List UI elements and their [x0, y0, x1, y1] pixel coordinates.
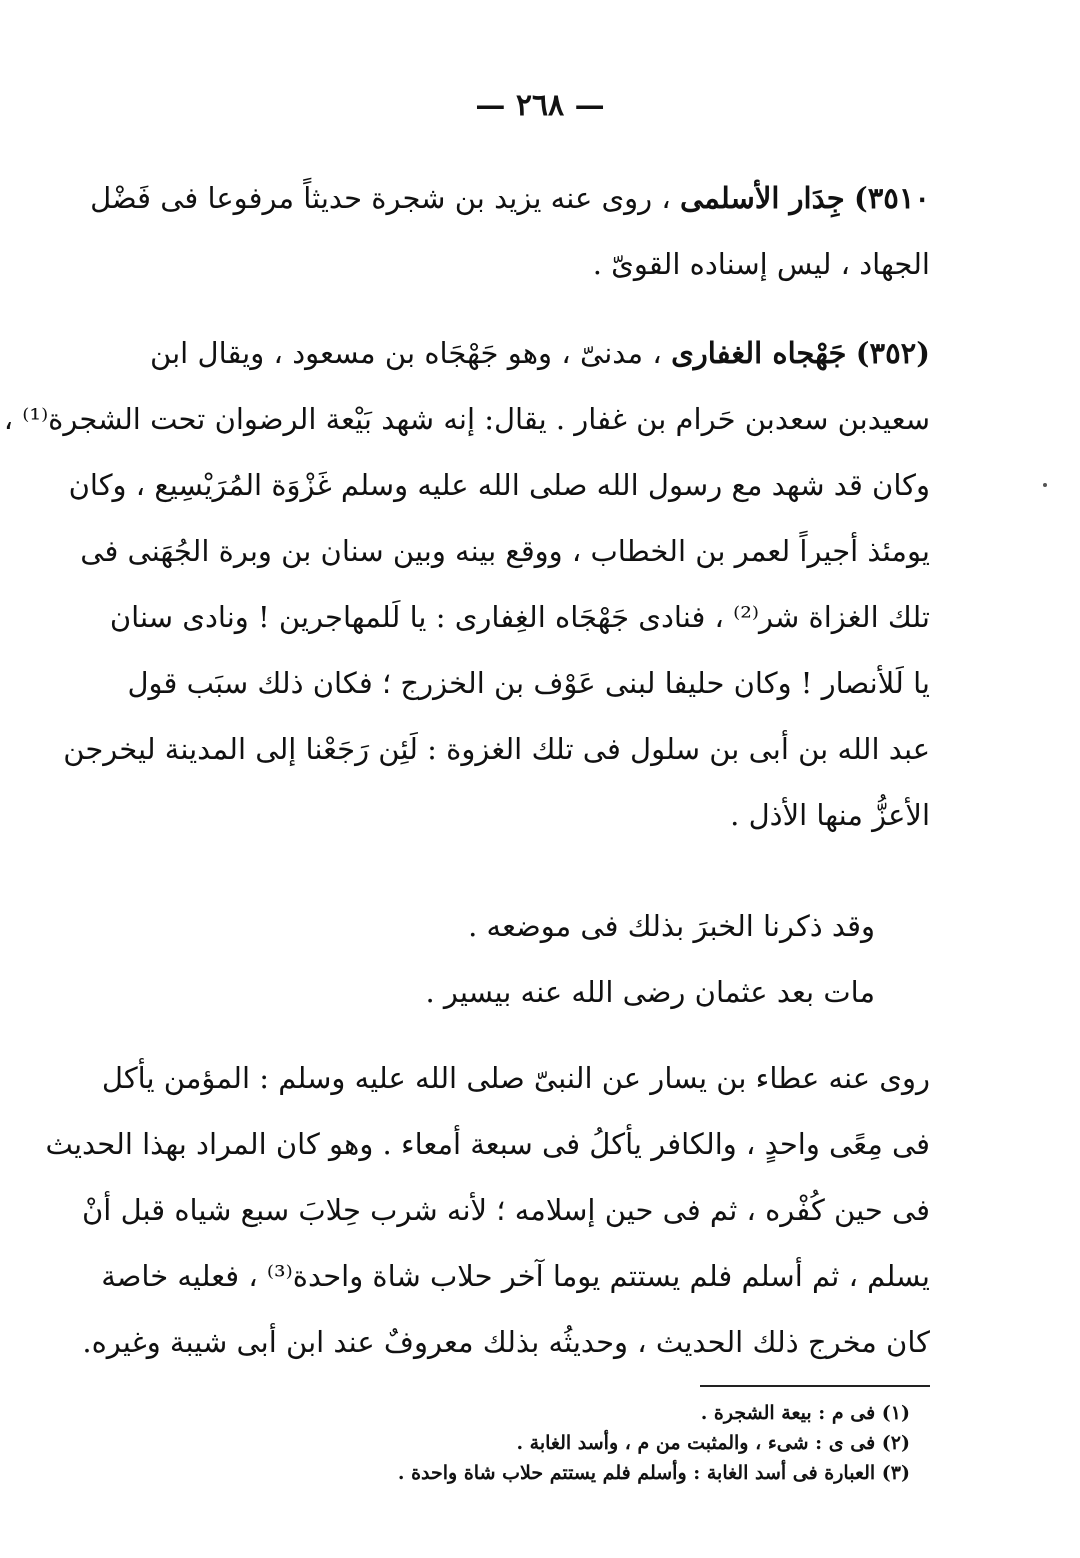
entry-line: الأعزُّ منها الأذل . — [730, 798, 930, 832]
footnotes — [150, 1398, 910, 1488]
note-line: مات بعد عثمان رضى الله عنه بيسير . — [425, 975, 875, 1009]
entry-number: ٣٥١٠) — [853, 181, 930, 215]
entry-line: يسلم ، ثم أسلم فلم يستتم يوما آخر حلاب شاة واحدة⁽³⁾ ، فعليه خاصة — [101, 1259, 930, 1293]
entry-line: فى مِعًى واحدٍ ، والكافر يأكلُ فى سبعة أمعاء . وهو كان المراد بهذا الحديث — [45, 1127, 930, 1161]
entry-line: روى عنه عطاء بن يسار عن النبىّ صلى الله عليه وسلم : المؤمن يأكل — [101, 1061, 930, 1095]
entry-line: سعيدبن سعدبن حَرام بن غفار . يقال: إنه شهد بَيْعة الرضوان تحت الشجرة⁽¹⁾ ، — [3, 402, 930, 436]
page-number: — ٢٦٨ — — [475, 88, 605, 123]
entry-line: وكان قد شهد مع رسول الله صلى الله عليه وسلم غَزْوَة المُرَيْسِيع ، وكان — [68, 468, 930, 502]
entry-line: يا لَلأنصار ! وكان حليفا لبنى عَوْف بن الخزرج ؛ فكان ذلك سبَب قول — [127, 666, 930, 700]
entry-number: (٣٥٢) — [855, 336, 930, 370]
entry-351 — [90, 165, 930, 297]
entry-line: عبد الله بن أبى بن سلول فى تلك الغزوة : لَئِن رَجَعْنا إلى المدينة ليخرجن — [63, 732, 930, 766]
scan-speck — [1043, 483, 1047, 487]
entry-line: الجهاد ، ليس إسناده القوىّ . — [592, 247, 930, 281]
entry-name: جَهْجاه الغفارى — [671, 336, 847, 370]
entry-name: جِدَار الأسلمى — [679, 181, 845, 215]
entry-text: ، روى عنه يزيد بن شجرة حديثاً مرفوعا فى فَضْل — [90, 181, 671, 215]
footnote: (٣) العبارة فى أسد الغابة : وأسلم فلم يستتم حلاب شاة واحدة . — [397, 1462, 910, 1484]
entry-paragraph — [45, 1045, 930, 1375]
entry-line — [90, 165, 930, 231]
entry-line: كان مخرج ذلك الحديث ، وحديثُه بذلك معروفٌ عند ابن أبى شيبة وغيره. — [82, 1325, 930, 1359]
entry-352 — [3, 320, 930, 848]
note-line: وقد ذكرنا الخبرَ بذلك فى موضعه . — [468, 909, 875, 943]
entry-line: فى حين كُفْره ، ثم فى حين إسلامه ؛ لأنه شرب حِلابَ سبع شياه قبل أنْ — [82, 1193, 930, 1227]
entry-line: تلك الغزاة شر⁽²⁾ ، فنادى جَهْجَاه الغِفارى : يا لَلمهاجرين ! ونادى سنان — [109, 600, 930, 634]
footnote: (١) فى م : بيعة الشجرة . — [700, 1402, 910, 1424]
entry-text: ، مدنىّ ، وهو جَهْجَاه بن مسعود ، ويقال ابن — [150, 336, 662, 370]
footnote-divider — [700, 1385, 930, 1387]
entry-notes — [150, 893, 930, 1025]
entry-line — [150, 320, 930, 386]
entry-line: يومئذ أجيراً لعمر بن الخطاب ، ووقع بينه وبين سنان بن وبرة الجُهَنى فى — [80, 534, 930, 568]
footnote: (٢) فى ى : شىء ، والمثبت من م ، وأسد الغابة . — [516, 1432, 910, 1454]
